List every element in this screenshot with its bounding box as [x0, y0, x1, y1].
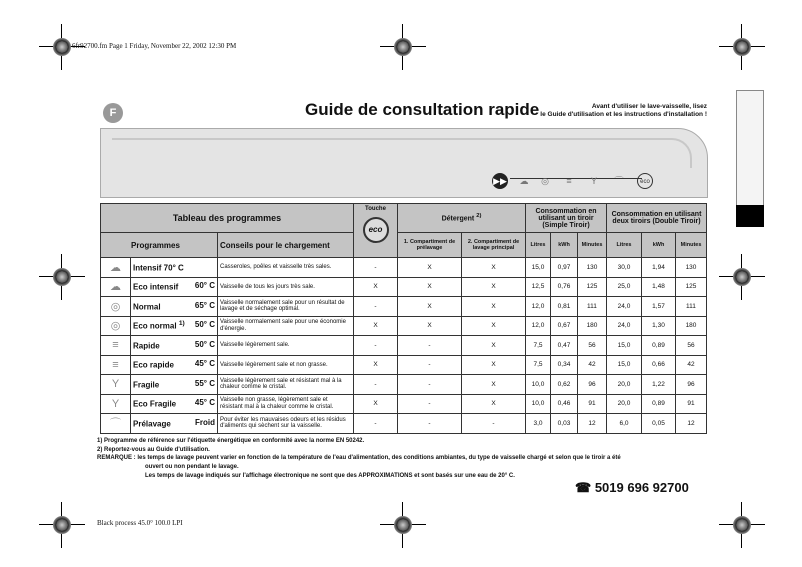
consumption-cell: 0,81	[551, 297, 578, 317]
program-icon: ⌒	[101, 414, 131, 434]
header-tableau: Tableau des programmes	[101, 204, 354, 233]
consumption-cell: 130	[578, 258, 607, 278]
consumption-cell: 0,05	[642, 414, 676, 434]
crop-mark	[727, 32, 757, 62]
crop-mark	[727, 262, 757, 292]
header-litres: Litres	[526, 233, 551, 258]
consumption-cell: 24,0	[607, 316, 642, 336]
remark-cont: ouvert ou non pendant le lavage.	[145, 464, 239, 471]
program-name: Eco Fragile 45° C	[131, 394, 218, 414]
consumption-cell: 15,0	[607, 336, 642, 356]
detergent-2-cell: X	[462, 394, 526, 414]
program-icon: Y	[101, 375, 131, 395]
crop-mark	[47, 510, 77, 540]
tab-marker	[736, 205, 764, 227]
consumption-cell: 42	[578, 355, 607, 375]
page-title: Guide de consultation rapide	[305, 100, 540, 119]
consumption-cell: 3,0	[526, 414, 551, 434]
programs-table	[100, 203, 707, 434]
consumption-cell: 1,57	[642, 297, 676, 317]
header-double-tiroir: Consommation en utilisant deux tiroirs (Double Tiroir)	[607, 204, 707, 233]
consumption-cell: 0,97	[551, 258, 578, 278]
header-conseils: Conseils pour le chargement	[218, 233, 354, 258]
table-row	[101, 316, 707, 336]
slug-footer: Black process 45.0° 100.0 LPI	[97, 519, 183, 527]
table-row	[101, 375, 707, 395]
program-name: Rapide 50° C	[131, 336, 218, 356]
consumption-cell: 0,47	[551, 336, 578, 356]
program-icon: ≡	[101, 336, 131, 356]
header-litres: Litres	[607, 233, 642, 258]
intensive-program-icon: ☁	[519, 176, 529, 186]
consumption-cell: 12,5	[526, 277, 551, 297]
header-programmes: Programmes	[101, 233, 218, 258]
table-row	[101, 394, 707, 414]
prewash-program-icon: ⌒	[614, 176, 624, 186]
detergent-2-cell: -	[462, 414, 526, 434]
program-name: Fragile 55° C	[131, 375, 218, 395]
consumption-cell: 56	[578, 336, 607, 356]
consumption-cell: 10,0	[526, 375, 551, 395]
eco-cell: X	[354, 277, 398, 297]
detergent-1-cell: X	[398, 258, 462, 278]
header-minutes: Minutes	[578, 233, 607, 258]
consumption-cell: 7,5	[526, 355, 551, 375]
program-icon: Y	[101, 394, 131, 414]
header-kwh: kWh	[551, 233, 578, 258]
consumption-cell: 0,46	[551, 394, 578, 414]
table-row	[101, 297, 707, 317]
header-minutes: Minutes	[676, 233, 707, 258]
detergent-2-cell: X	[462, 316, 526, 336]
table-row	[101, 336, 707, 356]
rapid-program-icon: ≡	[566, 176, 572, 186]
consumption-cell: 91	[676, 394, 707, 414]
consumption-cell: 12,0	[526, 316, 551, 336]
program-icon: ☁	[101, 277, 131, 297]
program-name: Eco normal $^{1)}$ 50° C	[131, 316, 218, 336]
footnotes	[97, 437, 621, 480]
eco-cell: X	[354, 355, 398, 375]
footnote-2: 2) Reportez-vous au Guide d'utilisation.	[97, 446, 210, 453]
consumption-cell: 130	[676, 258, 707, 278]
fragile-program-icon: Y	[590, 176, 597, 186]
program-name: Eco rapide 45° C	[131, 355, 218, 375]
crop-mark	[388, 32, 418, 62]
consumption-cell: 1,30	[642, 316, 676, 336]
crop-mark	[727, 510, 757, 540]
consumption-cell: 125	[578, 277, 607, 297]
consumption-cell: 0,89	[642, 336, 676, 356]
consumption-cell: 42	[676, 355, 707, 375]
consumption-cell: 0,76	[551, 277, 578, 297]
eco-cell: -	[354, 375, 398, 395]
consumption-cell: 15,0	[526, 258, 551, 278]
table-row	[101, 258, 707, 278]
remark-2: Les temps de lavage indiqués sur l'affichage électronique ne sont que des APPROXIMATIONS et sont basés sur une eau de 20° C.	[145, 472, 515, 479]
detergent-2-cell: X	[462, 277, 526, 297]
consumption-cell: 111	[676, 297, 707, 317]
header-simple-tiroir: Consommation en utilisant un tiroir (Simple Tiroir)	[526, 204, 607, 233]
eco-cell: -	[354, 297, 398, 317]
loading-tip: Vaisselle non grasse, légèrement sale et résistant mal à la chaleur comme le cristal.	[218, 394, 354, 414]
header-kwh: kWh	[642, 233, 676, 258]
consumption-cell: 125	[676, 277, 707, 297]
header-detergent: Détergent $^{2)}$	[398, 204, 526, 233]
consumption-cell: 91	[578, 394, 607, 414]
program-icon: ≡	[101, 355, 131, 375]
detergent-1-cell: X	[398, 316, 462, 336]
consumption-cell: 25,0	[607, 277, 642, 297]
consumption-cell: 0,67	[551, 316, 578, 336]
detergent-1-cell: X	[398, 297, 462, 317]
consumption-cell: 111	[578, 297, 607, 317]
consumption-cell: 12	[676, 414, 707, 434]
consumption-cell: 30,0	[607, 258, 642, 278]
consumption-cell: 1,94	[642, 258, 676, 278]
consumption-cell: 20,0	[607, 394, 642, 414]
program-name: Normal 65° C	[131, 297, 218, 317]
eco-cell: X	[354, 316, 398, 336]
language-badge: F	[103, 103, 123, 123]
consumption-cell: 96	[578, 375, 607, 395]
loading-tip: Vaisselle normalement sale pour un résultat de lavage et de séchage optimal.	[218, 297, 354, 317]
detergent-1-cell: -	[398, 414, 462, 434]
program-name: Intensif 70° C	[131, 258, 218, 278]
detergent-2-cell: X	[462, 355, 526, 375]
start-button-icon: ▶▶	[492, 173, 508, 189]
header-compartiment-2: 2. Compartiment de lavage principal	[462, 233, 526, 258]
program-name: Prélavage Froid	[131, 414, 218, 434]
detergent-1-cell: -	[398, 375, 462, 395]
loading-tip: Vaisselle légèrement sale et résistant mal à la chaleur comme le cristal.	[218, 375, 354, 395]
consumption-cell: 0,03	[551, 414, 578, 434]
part-number: ☎ 5019 696 92700	[575, 480, 689, 495]
eco-cell: -	[354, 336, 398, 356]
eco-cell: -	[354, 258, 398, 278]
slug-header: 6fr92700.fm Page 1 Friday, November 22, 2002 12:30 PM	[72, 42, 237, 50]
loading-tip: Vaisselle légèrement sale et non grasse.	[218, 355, 354, 375]
phone-icon: ☎	[575, 480, 592, 495]
consumption-cell: 10,0	[526, 394, 551, 414]
consumption-cell: 0,66	[642, 355, 676, 375]
remark: REMARQUE : les temps de lavage peuvent varier en fonction de la température de l'eau d'alimentation, des conditions ambiantes, du type de vaisselle chargé et selon que le tiroir a été	[97, 455, 621, 462]
eco-icon: eco	[363, 217, 389, 243]
consumption-cell: 7,5	[526, 336, 551, 356]
program-name: Eco intensif 60° C	[131, 277, 218, 297]
loading-tip: Pour éviter les mauvaises odeurs et les résidus d'aliments qui sèchent sur la vaisselle.	[218, 414, 354, 434]
header-compartiment-1: 1. Compartiment de prélavage	[398, 233, 462, 258]
program-icon: ☁	[101, 258, 131, 278]
detergent-1-cell: -	[398, 394, 462, 414]
program-icon: ◎	[101, 316, 131, 336]
footnote-1: 1) Programme de référence sur l'étiquette énergétique en conformité avec la norme EN 50242.	[97, 438, 365, 444]
program-icon: ◎	[101, 297, 131, 317]
consumption-cell: 180	[578, 316, 607, 336]
loading-tip: Vaisselle normalement sale pour une économie d'énergie.	[218, 316, 354, 336]
consumption-cell: 1,48	[642, 277, 676, 297]
consumption-cell: 24,0	[607, 297, 642, 317]
panel-curve	[112, 138, 692, 168]
table-row	[101, 414, 707, 434]
consumption-cell: 20,0	[607, 375, 642, 395]
consumption-cell: 0,62	[551, 375, 578, 395]
consumption-cell: 12	[578, 414, 607, 434]
table-row	[101, 277, 707, 297]
detergent-2-cell: X	[462, 375, 526, 395]
detergent-1-cell: -	[398, 336, 462, 356]
loading-tip: Vaisselle de tous les jours très sale.	[218, 277, 354, 297]
loading-tip: Casseroles, poêles et vaisselle très sales.	[218, 258, 354, 278]
consumption-cell: 180	[676, 316, 707, 336]
eco-cell: -	[354, 414, 398, 434]
loading-tip: Vaisselle légèrement sale.	[218, 336, 354, 356]
detergent-2-cell: X	[462, 297, 526, 317]
detergent-2-cell: X	[462, 258, 526, 278]
detergent-1-cell: -	[398, 355, 462, 375]
table-row	[101, 355, 707, 375]
consumption-cell: 0,89	[642, 394, 676, 414]
crop-mark	[47, 262, 77, 292]
normal-program-icon: ◎	[541, 176, 549, 186]
eco-cell: X	[354, 394, 398, 414]
crop-mark	[388, 510, 418, 540]
consumption-cell: 1,22	[642, 375, 676, 395]
eco-button-icon: eco	[637, 173, 653, 189]
consumption-cell: 0,34	[551, 355, 578, 375]
consumption-cell: 12,0	[526, 297, 551, 317]
consumption-cell: 96	[676, 375, 707, 395]
header-touche: Touche eco	[354, 204, 398, 258]
detergent-1-cell: X	[398, 277, 462, 297]
consumption-cell: 15,0	[607, 355, 642, 375]
consumption-cell: 6,0	[607, 414, 642, 434]
detergent-2-cell: X	[462, 336, 526, 356]
consumption-cell: 56	[676, 336, 707, 356]
header-note: Avant d'utiliser le lave-vaisselle, lisez le Guide d'utilisation et les instructions d'installation !	[540, 103, 707, 118]
